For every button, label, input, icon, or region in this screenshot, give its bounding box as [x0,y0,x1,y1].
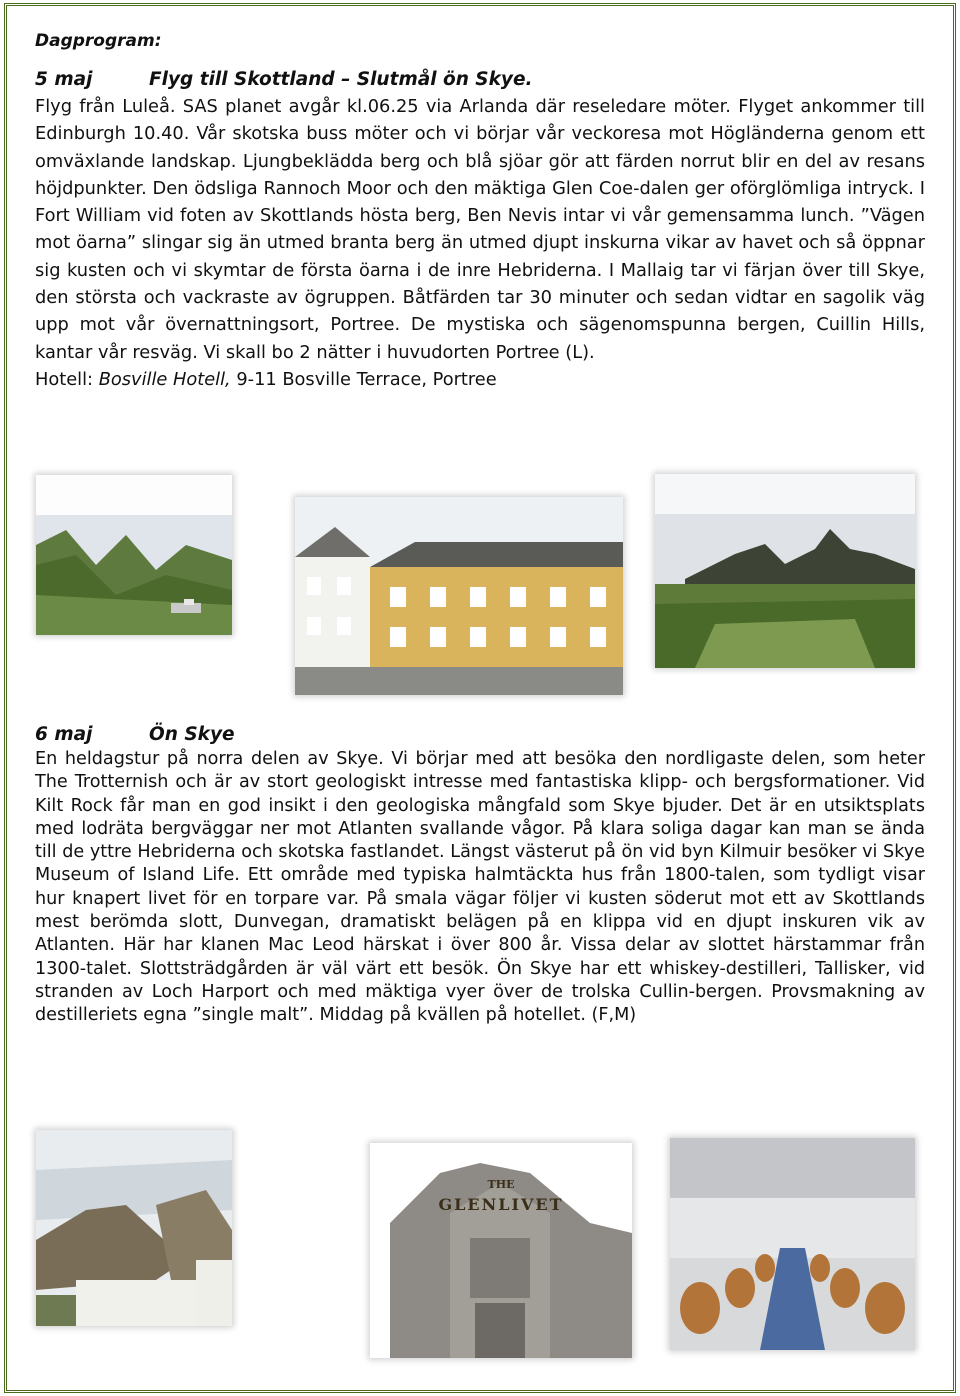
distillery-sign-top: THE [487,1178,515,1191]
hotel-address: 9-11 Bosville Terrace, Portree [236,368,497,390]
distillery-sign-main: GLENLIVET [438,1195,564,1214]
day2-date: 6 maj [35,724,93,745]
day1-hotel [35,366,925,393]
photo-glen-coe-valley [36,475,232,635]
photo-bosville-hotel [295,497,623,695]
program-title: Dagprogram: [35,31,162,51]
day2-description: En heldagstur på norra delen av Skye. Vi börjar med att besöka den nordligaste delen, som heter The Trotternish och är av stort geologiskt intresse med fantastiska klipp- och bergsformationer. Vid Kilt Rock får man en god insikt i den geologiska mångfald som Skye bjuder. Det är en utsiktsplats med lodräta bergväggar ner mot Atlanten svallande vågor. På klara soliga dagar kan man se ända till de yttre Hebriderna och skotska fastlandet. Längst västerut på ön vid byn Kilmuir besöker vi Skye Museum of Island Life. Ett område med typiska halmtäckta hus från 1800-talen, som tydligt visar hur knapert livet för en torpare var. På smala vägar följer vi kusten söderut mot ett av Skottlands mest berömda slott, Dunvegan, dramatiskt belägen på en klippa vid en djupt inskuren vik av Atlanten. Här har klanen Mac Leod härskat i över 800 år. Vissa delar av slottet härstammar från 1300-talet. Slottsträdgården är väl värt ett besök. Ön Skye har ett whiskey-destilleri, Tallisker, vid stranden av Loch Harport och med mäktiga vyer över de trolska Cullin-bergen. Provsmakning av destilleriets egna ”single malt”. Middag på kvällen på hotellet. (F,M) [35,749,925,1026]
photo-thatched-cottage [36,1130,232,1326]
photo-cuillin-hills [655,474,915,668]
day2-heading [35,722,925,748]
day2-section [35,722,925,1028]
day1-section [35,67,925,393]
day1-date: 5 maj [35,69,93,90]
photo-glenlivet-distillery [370,1143,632,1358]
day1-heading [35,67,925,93]
hotel-name: Bosville Hotell, [98,368,231,390]
day1-description: Flyg från Luleå. SAS planet avgår kl.06.25 via Arlanda där reseledare möter. Flyget ankommer till Edinburgh 10.40. Vår skotska buss möter och vi börjar vår veckoresa mot Högländerna genom ett omväxlande landskap. Ljungbeklädda berg och blå sjöar gör att färden norrut blir en del av resans höjdpunkter. Den ödsliga Rannoch Moor och den mäktiga Glen Coe-dalen ger oförglömliga intryck. I Fort William vid foten av Skottlands hösta berg, Ben Nevis intar vi vår gemensamma lunch. ”Vägen mot öarna” slingar sig än utmed branta berg än utmed djupt inskurna vikar av havet och så öppnar sig kusten och vi skymtar de första öarna i de inre Hebriderna. I Mallaig tar vi färjan över till Skye, den största och vackraste av ögruppen. Båtfärden tar 30 minuter och sedan vidtar en sagolik väg upp mot vår övernattningsort, Portree. De mystiska och sägenomspunna bergen, Cuillin Hills, kantar vår resväg. Vi skall bo 2 nätter i huvudorten Portree (L). [35,96,925,363]
photo-distillery-stills [670,1138,915,1350]
hotel-label: Hotell: [35,368,94,390]
day2-title: Ön Skye [149,724,235,745]
day1-title: Flyg till Skottland – Slutmål ön Skye. [149,69,533,90]
